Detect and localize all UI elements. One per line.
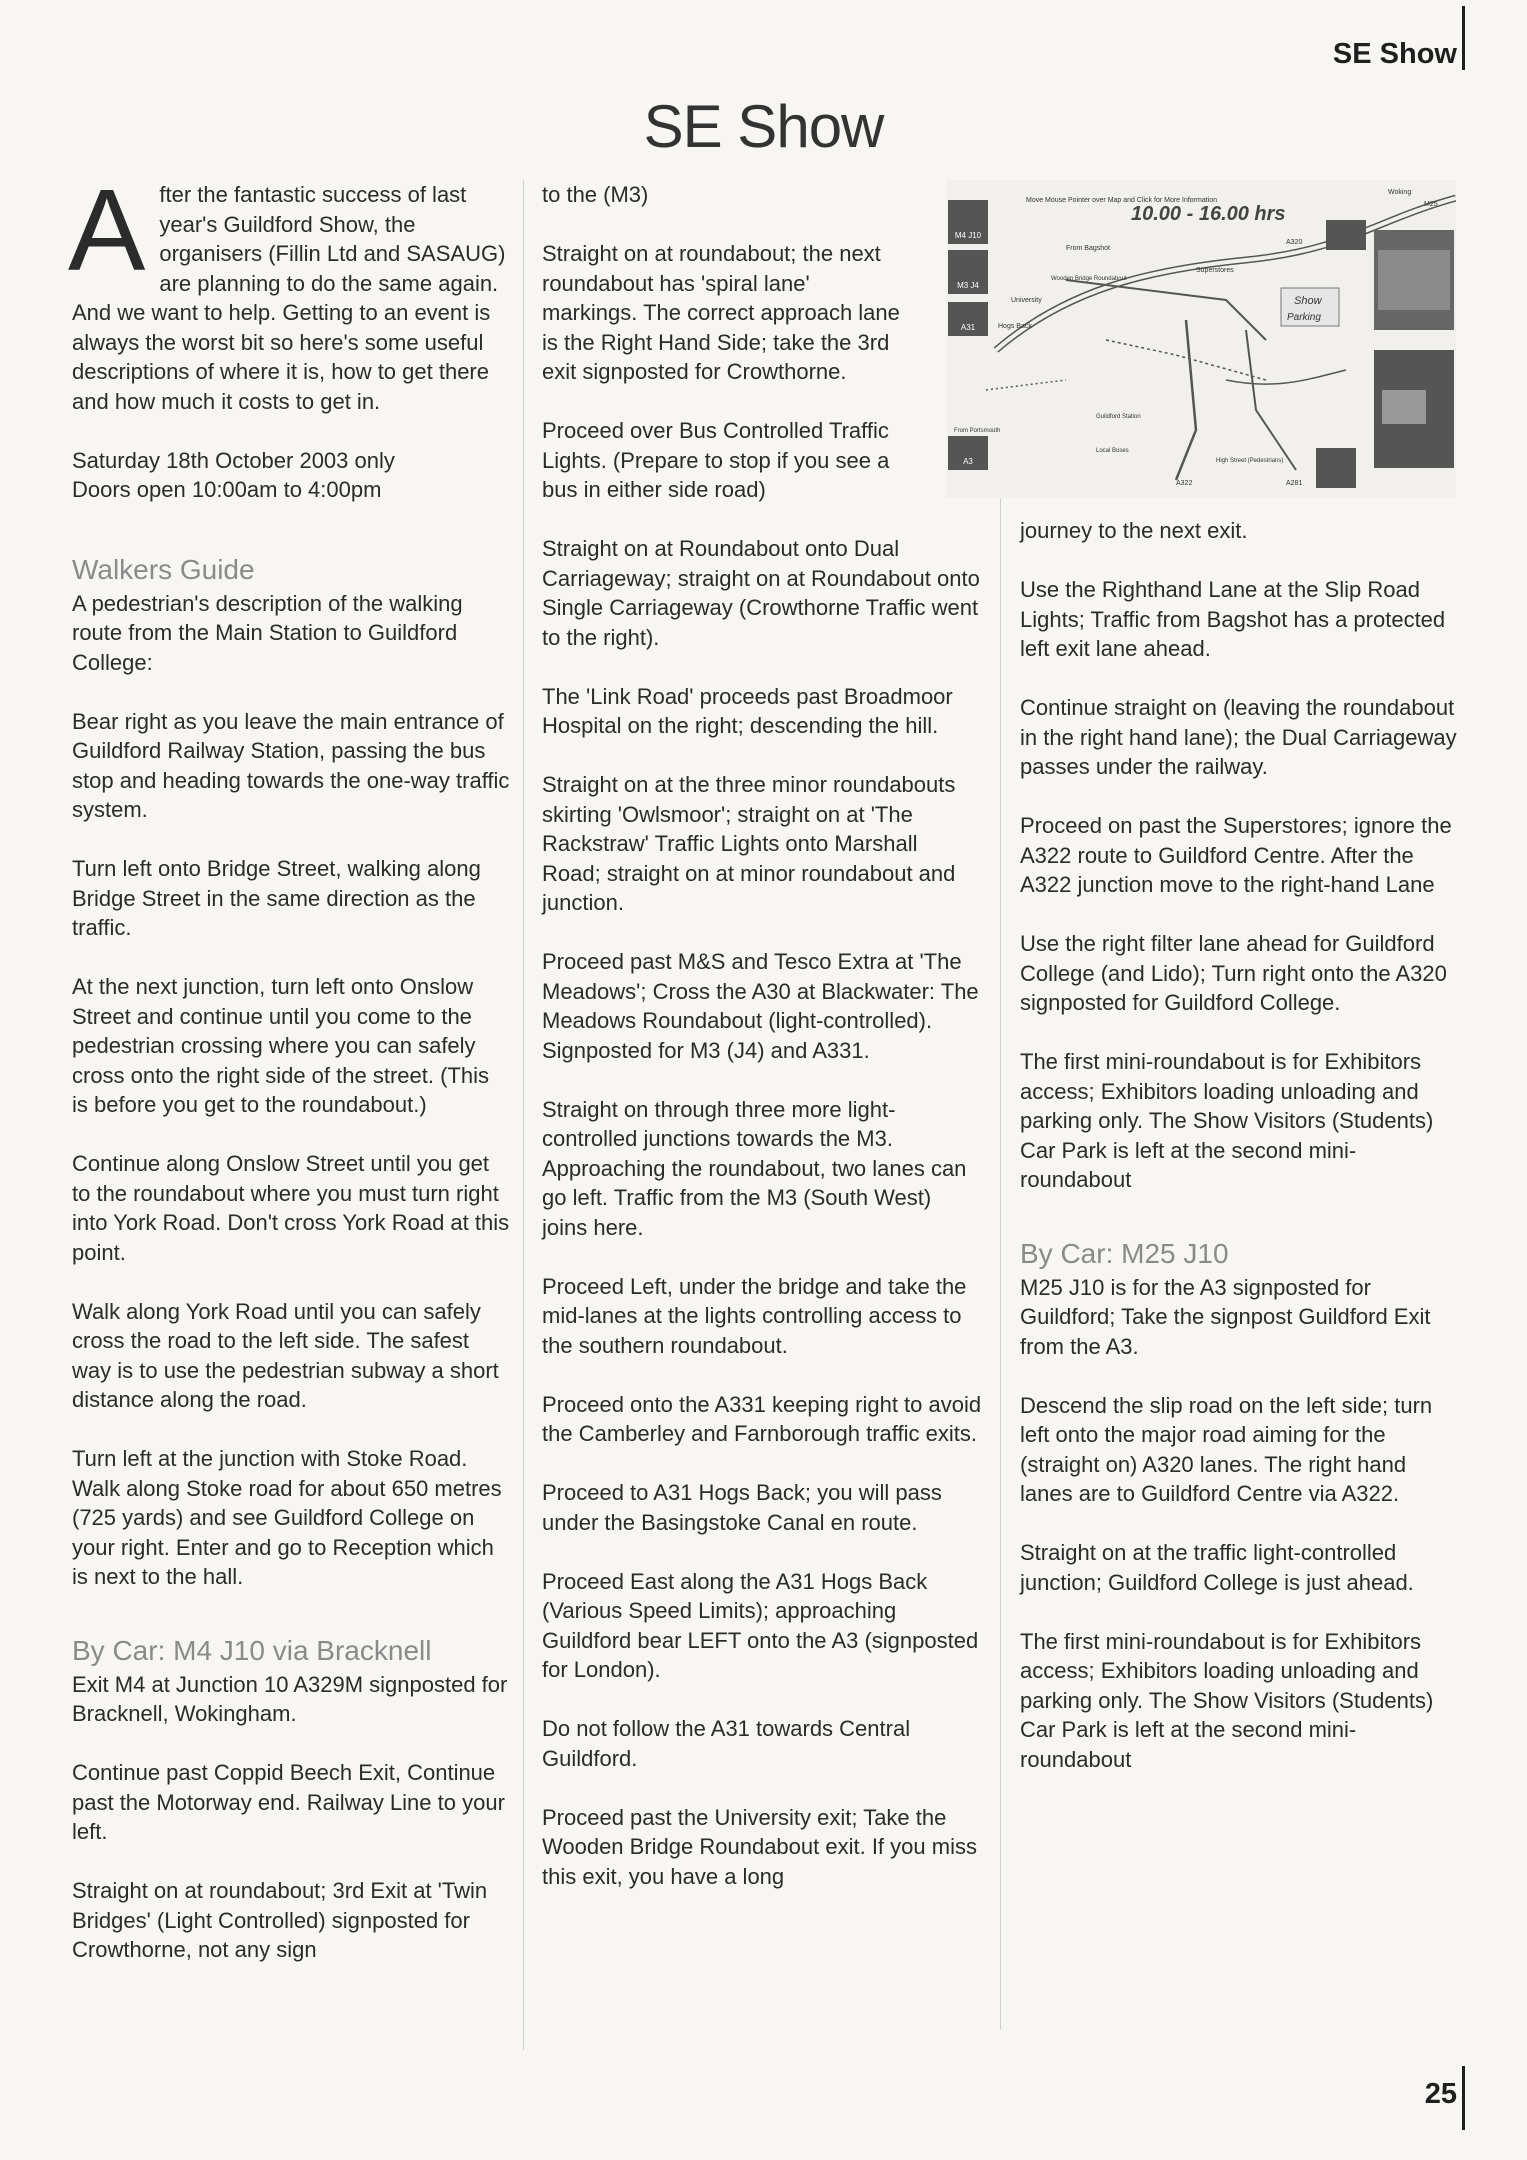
event-hours: Doors open 10:00am to 4:00pm — [72, 477, 382, 502]
m4-paragraph: Exit M4 at Junction 10 A329M signposted for Bracknell, Wokingham. — [72, 1671, 508, 1726]
m4-continued-paragraph: The first mini-roundabout is for Exhibitors access; Exhibitors loading unloading and parking only. The Show Visitors (Students) Car Park is left at the second mini-roundabout — [1020, 1049, 1434, 1192]
map-label-hogs-back: Hogs Back — [998, 323, 1032, 330]
map-label-a281: A281 — [1286, 480, 1303, 487]
walkers-paragraph: Continue along Onslow Street until you get to the roundabout where you must turn right into York Road. Don't cross York Road at this point. — [72, 1151, 510, 1265]
event-date: Saturday 18th October 2003 only — [72, 447, 395, 473]
left-column — [68, 165, 510, 1994]
right-column — [1020, 516, 1460, 1804]
map-label-woking: Woking — [1388, 189, 1412, 196]
m4-continued-paragraph: Do not follow the A31 towards Central Guildford. — [542, 1716, 911, 1771]
m25-paragraph: Straight on at the traffic light-controlled junction; Guildford College is just ahead. — [1020, 1540, 1414, 1595]
map-sign — [1316, 448, 1356, 488]
m25-paragraph: M25 J10 is for the A3 signposted for Guildford; Take the signpost Guildford Exit from the A3. — [1020, 1274, 1431, 1359]
m4-continued-paragraph: Straight on at roundabout; the next roundabout has 'spiral lane' markings. The correct approach lane is the Right Hand Side; take the 3rd exit signposted for Crowthorne. — [542, 241, 900, 384]
walkers-paragraph: Bear right as you leave the main entrance of Guildford Railway Station, passing the bus stop and heading towards the one-way traffic system. — [72, 708, 510, 822]
map-label-guildford-station: Guildford Station — [1096, 414, 1141, 420]
map-show-venue[interactable] — [1281, 288, 1339, 326]
intro-paragraph — [68, 165, 510, 416]
page-number-rule — [1462, 2066, 1465, 2130]
m25-heading: By Car: M25 J10 — [1020, 1237, 1229, 1269]
walkers-paragraph: A pedestrian's description of the walking route from the Main Station to Guildford College: — [72, 590, 463, 675]
running-head: SE Show — [1332, 38, 1457, 70]
walkers-heading: Walkers Guide — [72, 553, 255, 585]
m4-paragraph: Straight on at roundabout; 3rd Exit at 'Twin Bridges' (Light Controlled) signposted for Crowthorne, not any sign — [72, 1878, 488, 1962]
map-sign — [1326, 220, 1366, 250]
map-label-a320: A320 — [1286, 239, 1303, 246]
map-label-university: University — [1011, 297, 1042, 304]
map-label-parking: Parking — [1287, 312, 1321, 323]
m4-continued-paragraph: Continue straight on (leaving the roundabout in the right hand lane); the Dual Carriageway passes under the railway. — [1020, 695, 1457, 779]
map-label-a31: A31 — [960, 323, 976, 332]
map-opening-hours: 10.00 - 16.00 hrs — [1131, 203, 1286, 225]
middle-column — [542, 180, 982, 1921]
m4-continued-paragraph: Proceed past M&S and Tesco Extra at 'The Meadows'; Cross the A30 at Blackwater: The Meadows Roundabout (light-controlled). Signposted for M3 (J4) and A331. — [542, 949, 979, 1063]
event-details — [72, 446, 510, 505]
article-title: SE Show — [643, 93, 884, 160]
intro-text: fter the fantastic success of last year's Guildford Show, the organisers (Fillin Ltd and SASAUG) are planning to do the same again. And we want to help. Getting to an event is always the worst bit so here's some useful descriptions of where it is, how to get there and how much it costs to get in. — [72, 182, 506, 414]
m25-paragraph: The first mini-roundabout is for Exhibitors access; Exhibitors loading unloading and parking only. The Show Visitors (Students) Car Park is left at the second mini-roundabout — [1020, 1628, 1434, 1772]
walkers-paragraph: Turn left at the junction with Stoke Road. Walk along Stoke road for about 650 metres (725 yards) and see Guildford College on your right. Enter and go to Reception which is next to the hall. — [72, 1446, 502, 1589]
page-number: 25 — [1424, 2078, 1457, 2110]
map-label-m3: M3 J4 — [957, 281, 979, 290]
m4-continued-paragraph: Use the Righthand Lane at the Slip Road Lights; Traffic from Bagshot has a protected left exit lane ahead. — [1020, 577, 1446, 661]
map-label-high-street: High Street (Pedestrians) — [1216, 458, 1284, 464]
map-label-local-buses: Local Buses — [1096, 448, 1129, 454]
walkers-paragraph: At the next junction, turn left onto Onslow Street and continue until you come to the pedestrian crossing where you can safely cross onto the right side of the street. (This is before you get to the roundabout.) — [72, 974, 489, 1117]
map-label-a322: A322 — [1176, 480, 1193, 487]
m4-continued-paragraph: Straight on through three more light-controlled junctions towards the M3. Approaching the roundabout, two lanes can go left. Traffic from the M3 (South West) joins here. — [542, 1096, 967, 1240]
m4-continued-paragraph: Proceed onto the A331 keeping right to avoid the Camberley and Farnborough traffic exits. — [542, 1391, 982, 1446]
m4-continued-paragraph: journey to the next exit. — [1020, 518, 1248, 543]
m4-paragraph: Continue past Coppid Beech Exit, Continue past the Motorway end. Railway Line to your left. — [72, 1760, 505, 1844]
m4-continued-paragraph: The 'Link Road' proceeds past Broadmoor Hospital on the right; descending the hill. — [542, 683, 953, 738]
m4-continued-paragraph: Straight on at the three minor roundabouts skirting 'Owlsmoor'; straight on at 'The Rackstraw' Traffic Lights onto Marshall Road; straight on at minor roundabout and junction. — [542, 772, 956, 915]
m4-continued-paragraph: Proceed Left, under the bridge and take the mid-lanes at the lights controlling access to the southern roundabout. — [542, 1273, 967, 1358]
m4-continued-paragraph: Proceed to A31 Hogs Back; you will pass under the Basingstoke Canal en route. — [542, 1480, 942, 1535]
map-label-superstores: Superstores — [1196, 267, 1234, 274]
map-label-m4: M4 J10 — [954, 231, 982, 240]
map-label-from-bagshot: From Bagshot — [1066, 245, 1110, 252]
m4-continued-paragraph: Straight on at Roundabout onto Dual Carriageway; straight on at Roundabout onto Single Carriageway (Crowthorne Traffic went to the right). — [542, 536, 980, 650]
walkers-paragraph: Turn left onto Bridge Street, walking along Bridge Street in the same direction as the traffic. — [72, 856, 481, 940]
drop-cap: A — [68, 165, 146, 295]
route-map[interactable] — [946, 180, 1456, 498]
map-label-show: Show — [1294, 295, 1322, 307]
column-divider — [523, 180, 524, 2050]
m4-continued-paragraph: Proceed over Bus Controlled Traffic Lights. (Prepare to stop if you see a bus in either side road) — [542, 418, 890, 502]
m4-continued-paragraph: Proceed on past the Superstores; ignore the A322 route to Guildford Centre. After the A322 junction move to the right-hand Lane — [1020, 813, 1452, 897]
m4-continued-paragraph: Use the right filter lane ahead for Guildford College (and Lido); Turn right onto the A320 signposted for Guildford College. — [1020, 931, 1447, 1015]
map-label-wooden-bridge: Wooden Bridge Roundabout — [1051, 276, 1127, 282]
map-label-m25: M25 — [1424, 201, 1438, 208]
map-label-from-portsmouth: From Portsmouth — [954, 428, 1001, 434]
walkers-paragraph: Walk along York Road until you can safely cross the road to the left side. The safest way is to use the pedestrian subway a short distance along the road. — [72, 1298, 499, 1412]
running-head-rule — [1462, 6, 1465, 70]
map-instructions: Move Mouse Pointer over Map and Click for More Information — [1026, 197, 1218, 204]
m4-continued-paragraph: Proceed past the University exit; Take the Wooden Bridge Roundabout exit. If you miss this exit, you have a long — [542, 1804, 977, 1889]
m4-continued-paragraph: to the (M3) — [542, 182, 649, 207]
map-label-a3: A3 — [963, 457, 973, 466]
m4-continued-paragraph: Proceed East along the A31 Hogs Back (Various Speed Limits); approaching Guildford bear LEFT onto the A3 (signposted for London). — [542, 1568, 979, 1682]
m25-paragraph: Descend the slip road on the left side; turn left onto the major road aiming for the (straight on) A320 lanes. The right hand lanes are to Guildford Centre via A322. — [1020, 1392, 1433, 1506]
m4-heading: By Car: M4 J10 via Bracknell — [72, 1634, 432, 1666]
